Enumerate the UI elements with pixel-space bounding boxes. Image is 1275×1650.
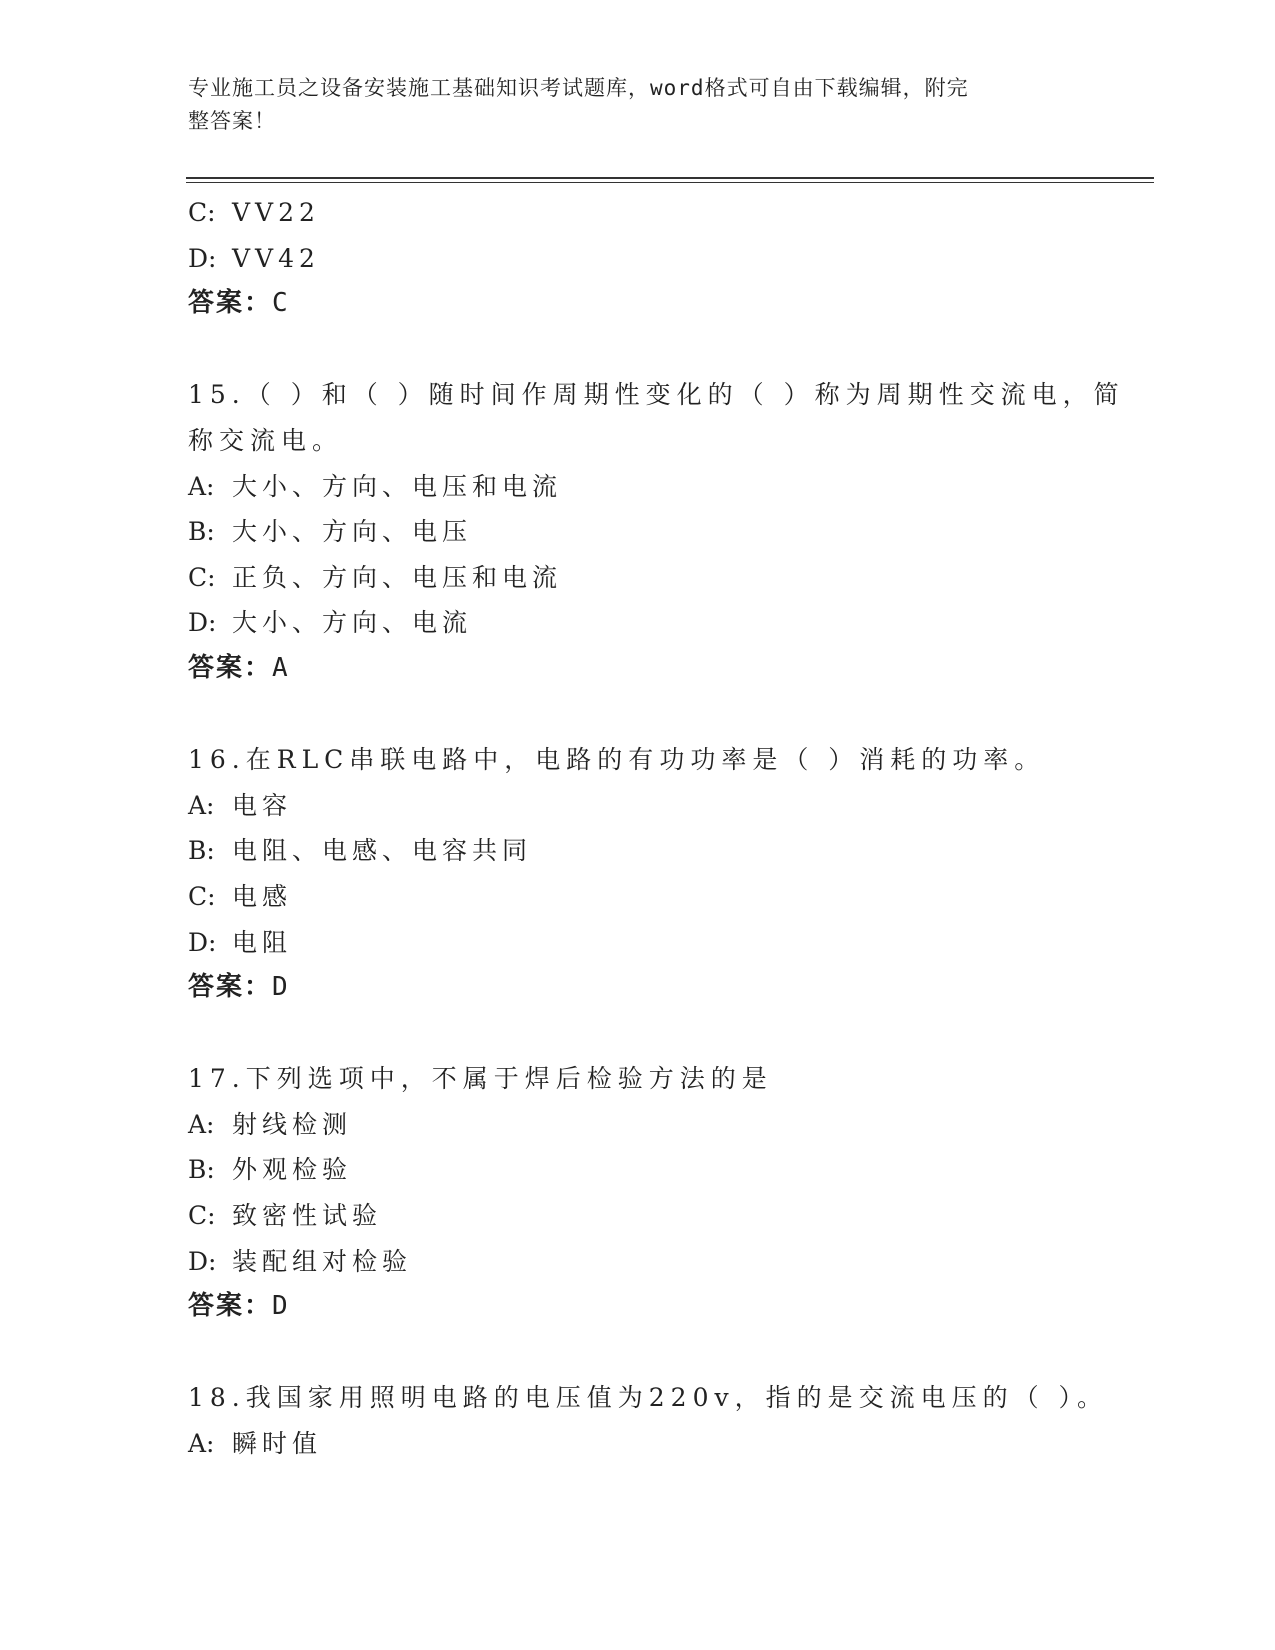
answer-label: 答案： (188, 1291, 273, 1322)
option-d (188, 600, 1088, 646)
option-c (188, 874, 1088, 920)
answer-line (188, 281, 1088, 327)
option-b (188, 509, 1088, 555)
option-label: A: (188, 471, 215, 501)
question-text-line-2: 称交流电。 (188, 425, 344, 455)
option-text: 大小、方向、电压和电流 (232, 471, 563, 501)
question-text-line-1: 16.在RLC串联电路中，电路的有功功率是（ ）消耗的功率。 (188, 745, 1046, 775)
spacer (188, 1330, 1088, 1376)
option-text: 电阻 (232, 927, 293, 957)
option-text: 大小、方向、电压 (232, 517, 473, 547)
option-d (188, 1239, 1088, 1285)
option-text: 电感 (232, 881, 293, 911)
option-text: 电阻、电感、电容共同 (232, 836, 533, 866)
option-a (188, 1421, 1088, 1467)
option-b (188, 828, 1088, 874)
option-a (188, 1102, 1088, 1148)
question-17 (188, 1056, 1088, 1330)
answer-label: 答案： (188, 288, 273, 319)
option-text: 射线检测 (232, 1109, 353, 1139)
option-text: 瞬时值 (232, 1429, 323, 1459)
answer-label: 答案： (188, 652, 273, 683)
option-label: D: (188, 608, 217, 638)
option-b (188, 1147, 1088, 1193)
option-text: 外观检验 (232, 1155, 353, 1185)
option-text: VV22 (232, 198, 320, 227)
header-line-2: 整答案！ (188, 109, 276, 133)
option-label: D: (188, 1246, 217, 1276)
option-text: 装配组对检验 (232, 1246, 413, 1276)
answer-line (188, 1284, 1088, 1330)
document-body (188, 190, 1125, 1467)
option-label: A: (188, 1109, 215, 1139)
option-a (188, 464, 1088, 510)
question-18 (188, 1375, 1109, 1466)
answer-line (188, 965, 1088, 1011)
question-text-line-1: 17.下列选项中，不属于焊后检验方法的是 (188, 1064, 773, 1094)
option-a (188, 783, 1088, 829)
question-text-line-1: 15.（ ）和（ ）随时间作周期性变化的（ ）称为周期性交流电，简 (188, 380, 1125, 410)
option-label: C: (188, 881, 216, 911)
option-text: 大小、方向、电流 (232, 608, 473, 638)
answer-line (188, 646, 1088, 692)
option-d (188, 920, 1088, 966)
option-label: D: (188, 243, 217, 273)
question-16 (188, 737, 1088, 1011)
header-line-1: 专业施工员之设备安装施工基础知识考试题库，word格式可自由下载编辑，附完 (188, 76, 969, 100)
option-label: D: (188, 927, 217, 957)
answer-value: C (272, 288, 289, 319)
spacer (188, 327, 1088, 373)
question-text-line-1: 18.我国家用照明电路的电压值为220v，指的是交流电压的（ ）。 (188, 1383, 1109, 1413)
spacer (188, 692, 1088, 738)
spacer (188, 1011, 1088, 1057)
option-label: C: (188, 562, 216, 592)
option-label: B: (188, 836, 215, 866)
option-d (188, 236, 1088, 282)
header-divider-bottom (186, 182, 1154, 183)
answer-label: 答案： (188, 972, 273, 1003)
option-text: VV42 (232, 243, 320, 273)
question-14-tail (188, 190, 1088, 327)
document-header (188, 72, 1068, 138)
option-c (188, 1193, 1088, 1239)
answer-value: D (272, 1291, 289, 1322)
option-label: A: (188, 790, 215, 820)
option-label: A: (188, 1429, 215, 1459)
header-divider-top (186, 177, 1154, 179)
option-c (188, 190, 1088, 236)
answer-value: A (272, 652, 289, 683)
answer-value: D (272, 972, 289, 1003)
option-label: C: (188, 198, 216, 227)
option-text: 致密性试验 (232, 1201, 383, 1231)
option-label: B: (188, 1155, 215, 1185)
option-label: C: (188, 1201, 216, 1231)
option-text: 电容 (232, 790, 293, 820)
option-c (188, 555, 1088, 601)
option-text: 正负、方向、电压和电流 (232, 562, 563, 592)
question-15 (188, 372, 1125, 691)
option-label: B: (188, 517, 215, 547)
